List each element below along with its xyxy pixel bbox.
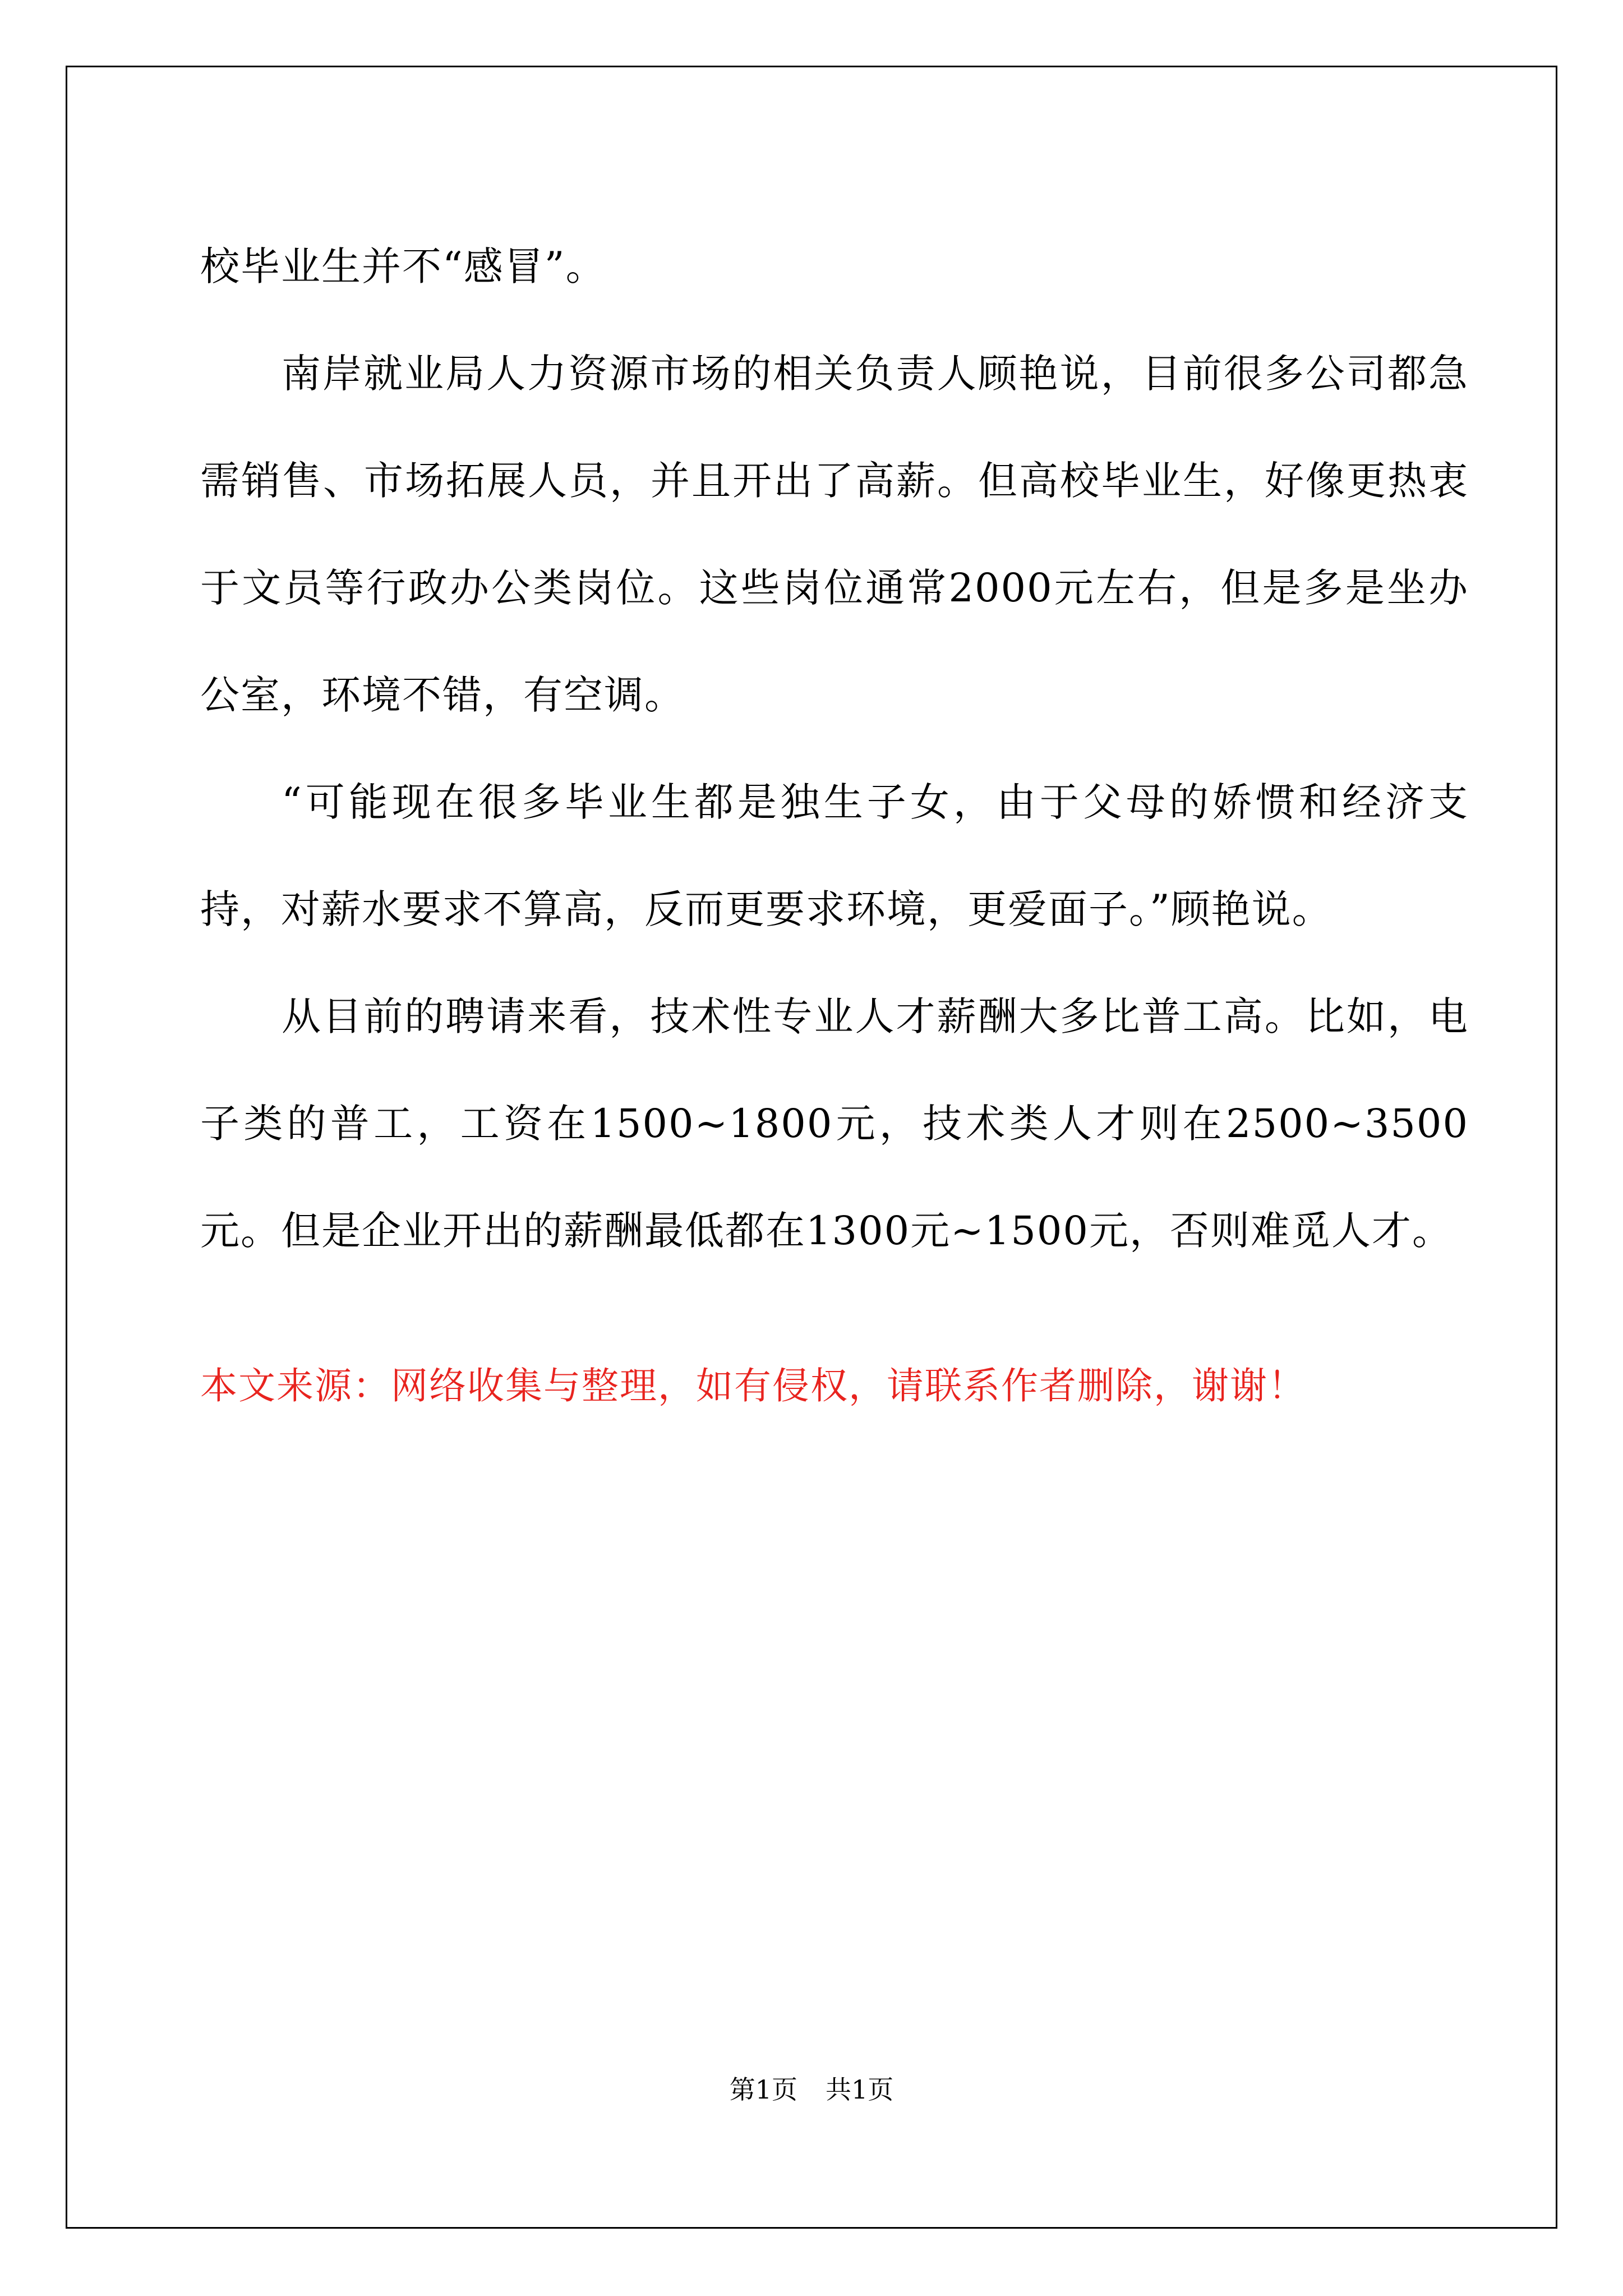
source-note: 本文来源：网络收集与整理，如有侵权，请联系作者删除，谢谢！: [200, 1364, 1306, 1407]
paragraph-job-market: 南岸就业局人力资源市场的相关负责人顾艳说，目前很多公司都急需销售、市场拓展人员，并且开出了高薪。但高校毕业生，好像更热衷于文员等行政办公类岗位。这些岗位通常2000元左右，但是多是坐办公室，环境不错，有空调。: [200, 351, 1469, 718]
document-body: [200, 213, 1469, 1439]
paragraph-quote: “可能现在很多毕业生都是独生子女，由于父母的娇惯和经济支持，对薪水要求不算高，反而更要求环境，更爱面子。”顾艳说。: [200, 779, 1469, 932]
page-footer: [0, 2073, 1623, 2106]
paragraph-continuation: 校毕业生并不“感冒”。: [200, 243, 606, 289]
page-number-total: 共1页: [826, 2074, 894, 2105]
paragraph-salary: 从目前的聘请来看，技术性专业人才薪酬大多比普工高。比如，电子类的普工，工资在1500~1800元，技术类人才则在2500~3500元。但是企业开出的薪酬最低都在1300元~1500元，否则难觅人才。: [200, 993, 1469, 1254]
page-number-current: 第1页: [729, 2074, 797, 2105]
spacer: [200, 1285, 1469, 1332]
